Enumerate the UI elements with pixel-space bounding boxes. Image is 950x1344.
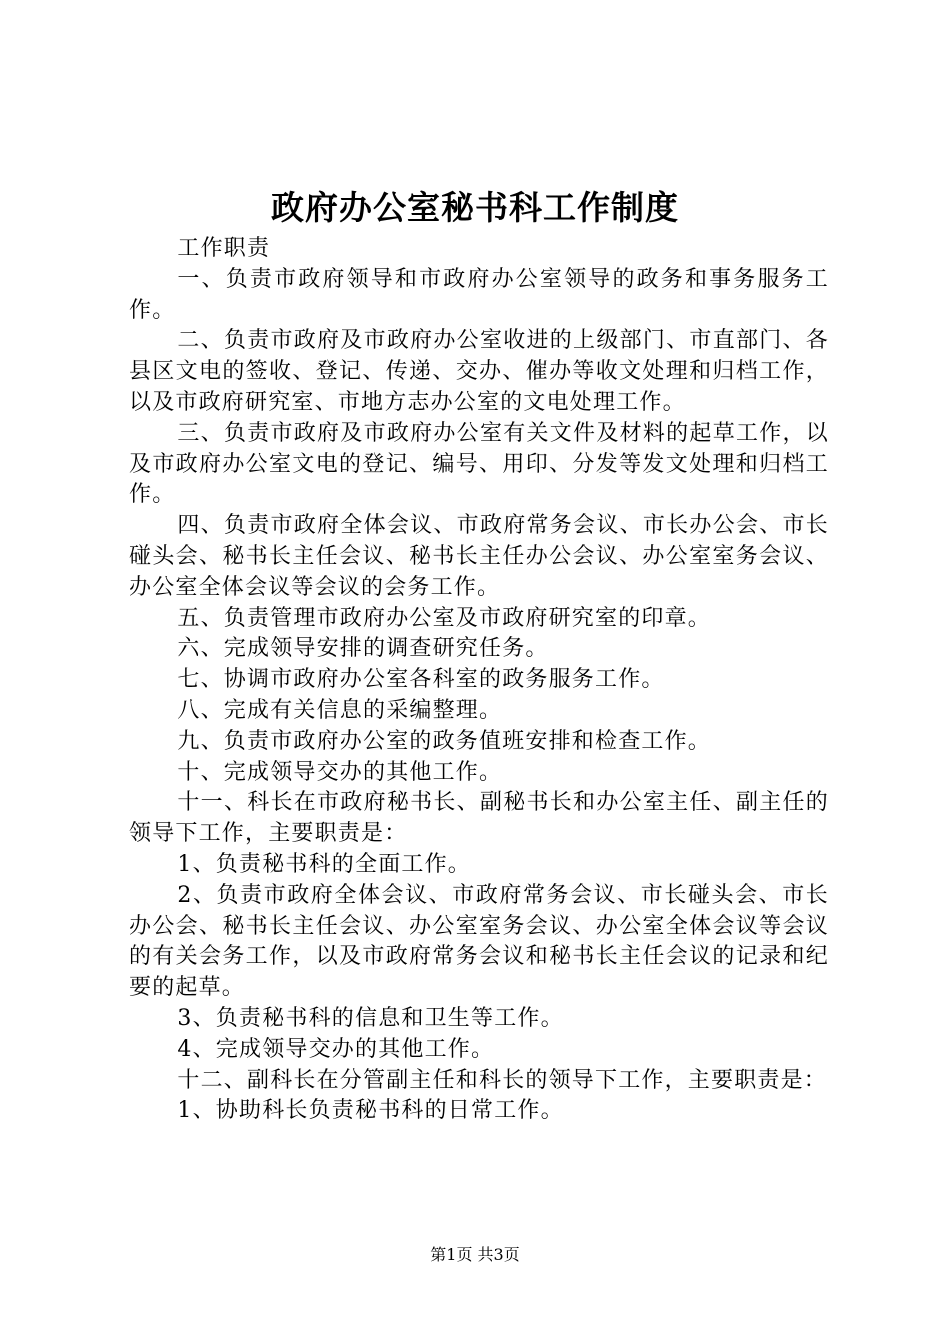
document-body: [129, 234, 829, 1127]
duty-item-11: 十一、科长在市政府秘书长、副秘书长和办公室主任、副主任的领导下工作，主要职责是：: [129, 790, 829, 847]
duty-item-1: 一、负责市政府领导和市政府办公室领导的政务和事务服务工作。: [129, 266, 829, 323]
page-number-footer: 第1页 共3页: [430, 1245, 520, 1264]
duty-item-3: 三、负责市政府及市政府办公室有关文件及材料的起草工作，以及市政府办公室文电的登记、编号、用印、分发等发文处理和归档工作。: [129, 420, 829, 508]
section-chief-duty-1: 1、负责秘书科的全面工作。: [177, 851, 471, 877]
duty-item-5: 五、负责管理市政府办公室及市政府研究室的印章。: [177, 605, 711, 631]
section-chief-duty-4: 4、完成领导交办的其他工作。: [177, 1036, 495, 1062]
deputy-chief-duty-1: 1、协助科长负责秘书科的日常工作。: [177, 1098, 564, 1124]
duty-item-7: 七、协调市政府办公室各科室的政务服务工作。: [177, 667, 665, 693]
section-heading: 工作职责: [177, 236, 271, 261]
document-title: 政府办公室秘书科工作制度: [271, 188, 679, 227]
duty-item-10: 十、完成领导交办的其他工作。: [177, 759, 503, 785]
duty-item-2: 二、负责市政府及市政府办公室收进的上级部门、市直部门、各县区文电的签收、登记、传递、交办、催办等收文处理和归档工作，以及市政府研究室、市地方志办公室的文电处理工作。: [129, 328, 829, 415]
duty-item-9: 九、负责市政府办公室的政务值班安排和检查工作。: [177, 728, 711, 754]
duty-item-6: 六、完成领导安排的调查研究任务。: [177, 636, 549, 662]
section-chief-duty-3: 3、负责秘书科的信息和卫生等工作。: [177, 1005, 564, 1031]
section-chief-duty-2: 2、负责市政府全体会议、市政府常务会议、市长碰头会、市长办公会、秘书长主任会议、办公室室务会议、办公室全体会议等会议的有关会务工作，以及市政府常务会议和秘书长主任会议的记录和纪要的起草。: [129, 882, 829, 1001]
duty-item-4: 四、负责市政府全体会议、市政府常务会议、市长办公会、市长碰头会、秘书长主任会议、秘书长主任办公会议、办公室室务会议、办公室全体会议等会议的会务工作。: [129, 513, 829, 600]
duty-item-12: 十二、副科长在分管副主任和科长的领导下工作，主要职责是：: [177, 1067, 827, 1093]
duty-item-8: 八、完成有关信息的采编整理。: [177, 697, 503, 723]
